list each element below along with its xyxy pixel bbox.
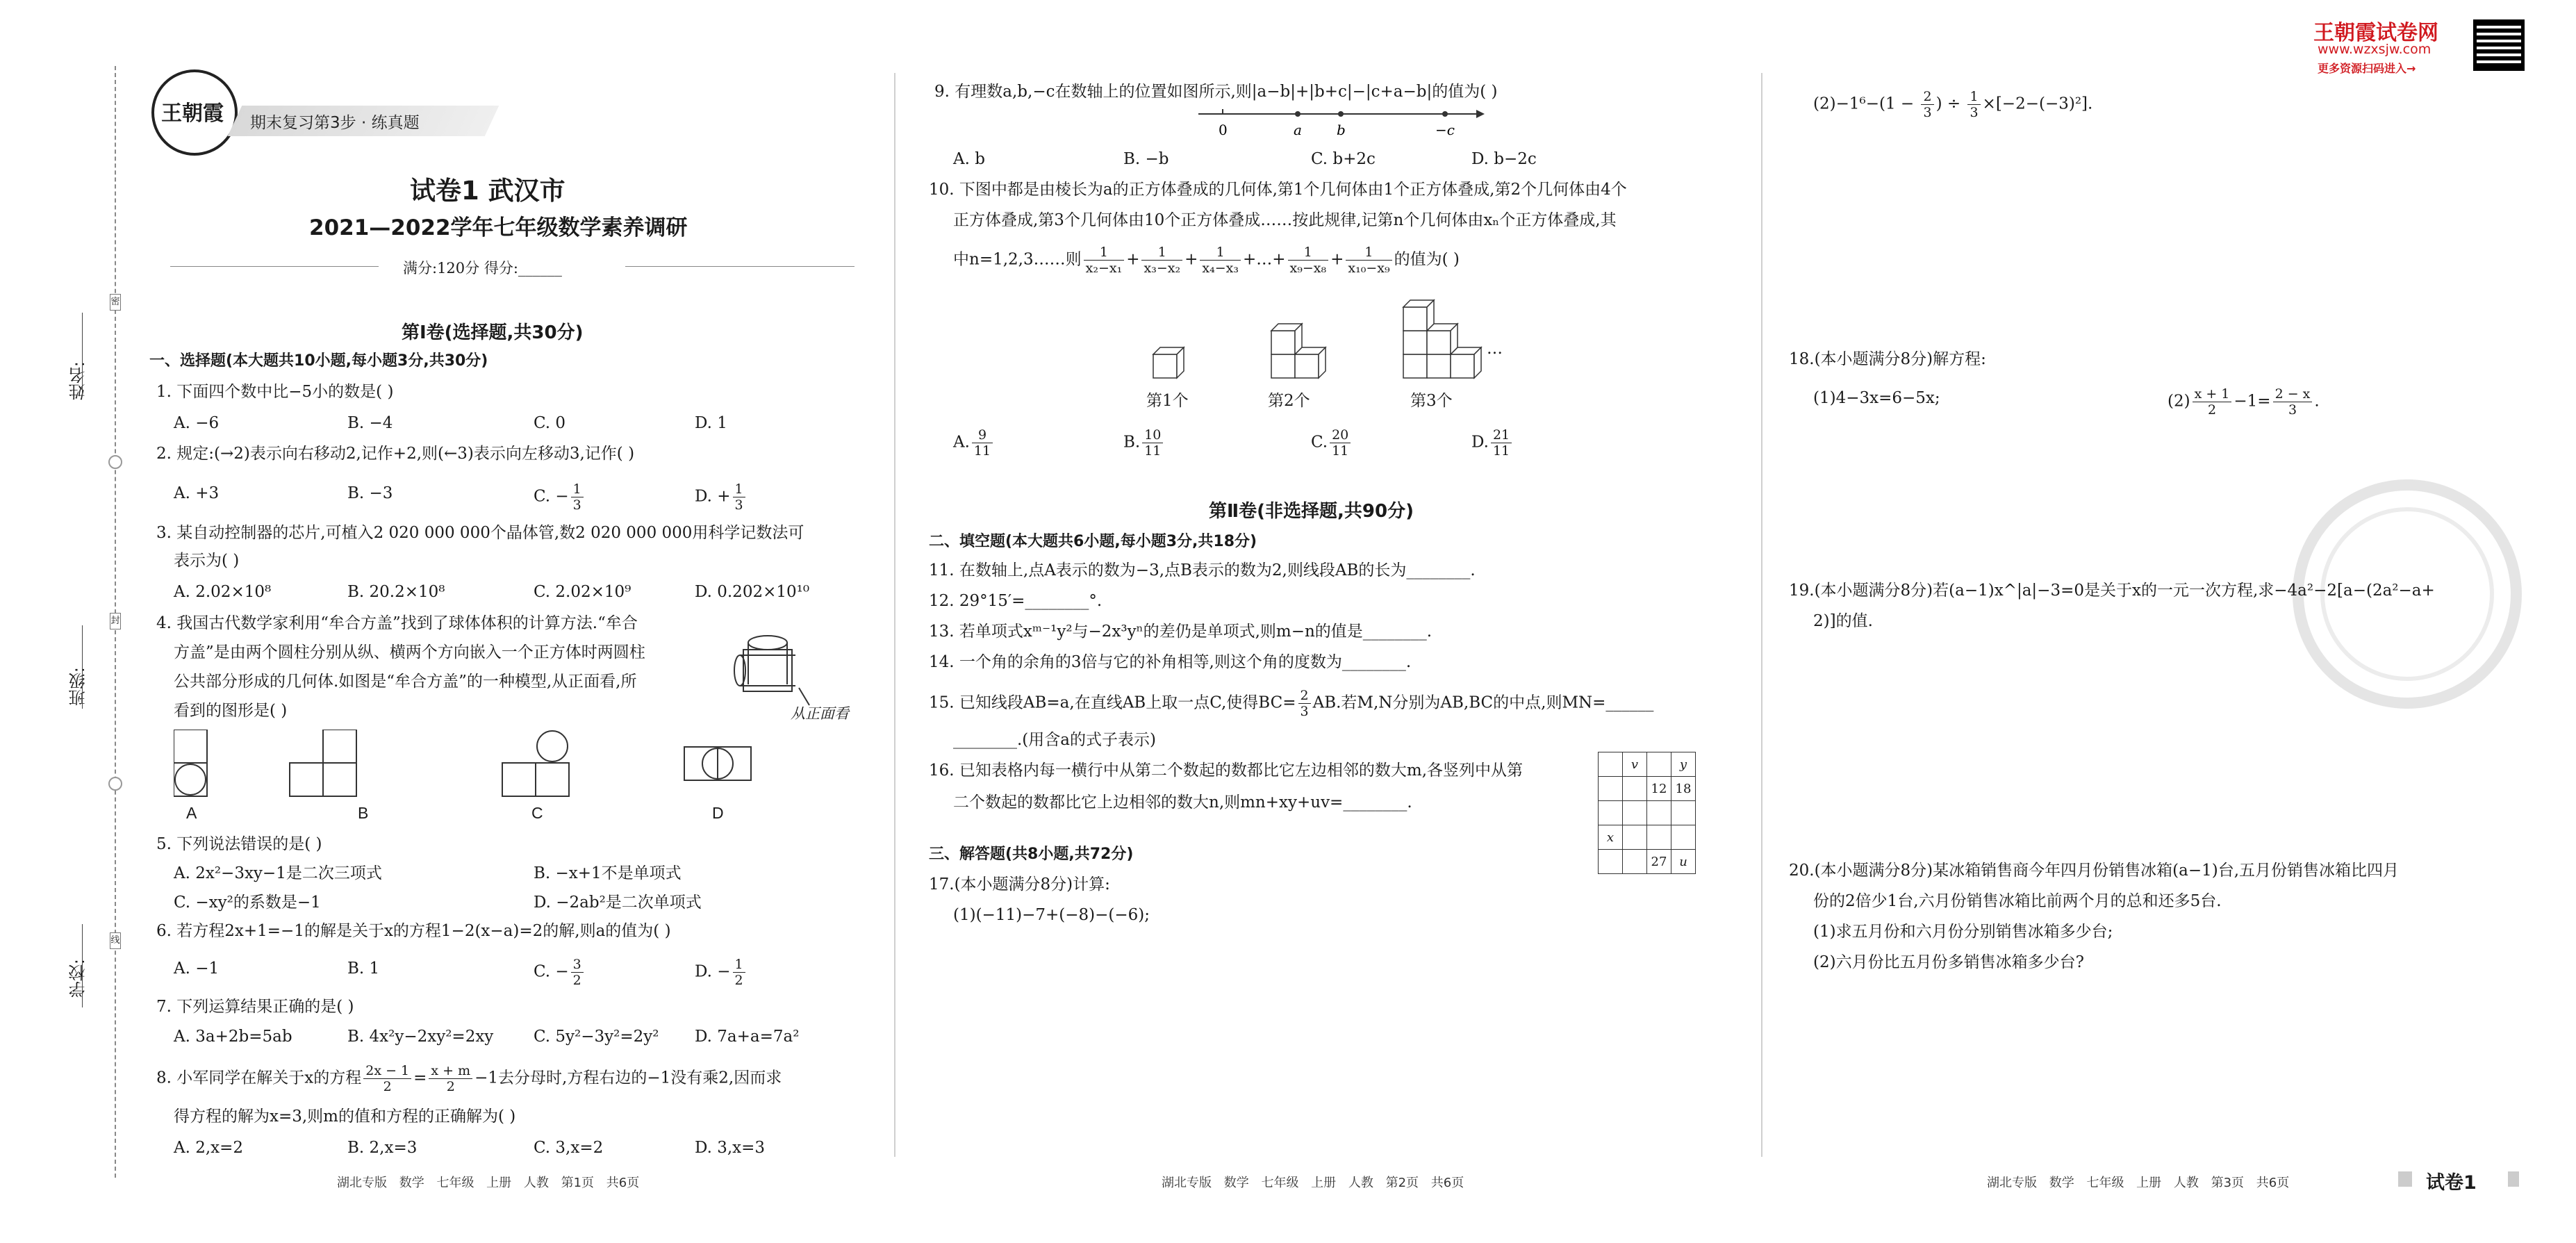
grid-cell (1647, 752, 1671, 777)
grid-cell: 18 (1671, 777, 1696, 801)
tag-decoration (2508, 1171, 2519, 1187)
q7-option-d: D. 7a+a=7a² (695, 1028, 800, 1046)
seal-char-3: 线 (110, 932, 121, 949)
q6-option-d: D. − $\frac{1}{2}$ (695, 957, 748, 988)
q20-line-2: 份的2倍少1台,六月份销售冰箱比前两个月的总和还多5台. (1813, 892, 2222, 910)
footer-page-1: 湖北专版 数学 七年级 上册 人教 第1页 共6页 (337, 1176, 640, 1190)
q17-part-2: (2)−1⁶−(1 − $\frac{2}{3}$ ) ÷ $\frac{1}{3}$ ×[−2−(−3)²]. (1813, 89, 2093, 120)
q4-caption: 从正面看 (791, 705, 849, 722)
q5-stem: 5. 下列说法错误的是( ) (156, 835, 322, 853)
q8-option-c: C. 3,x=2 (534, 1139, 604, 1157)
school-line (82, 924, 83, 1007)
footer-page-2: 湖北专版 数学 七年级 上册 人教 第2页 共6页 (1162, 1176, 1464, 1190)
q10-line-2: 正方体叠成,第3个几何体由10个正方体叠成……按此规律,记第n个几何体由xₙ个正方体叠成,其 (953, 211, 1617, 229)
q8-option-b: B. 2,x=3 (347, 1139, 418, 1157)
grid-cell (1599, 777, 1623, 801)
q4-stem-4: 看到的图形是( ) (174, 702, 288, 720)
q2-option-b: B. −3 (347, 484, 393, 502)
grid-cell (1671, 825, 1696, 850)
q16-number-grid (1598, 752, 1696, 874)
q10-line-1: 10. 下图中都是由棱长为a的正方体叠成的几何体,第1个几何体由1个正方体叠成,第2个几何体由4个 (929, 181, 1627, 199)
q12: 12. 29°15′=________°. (929, 592, 1103, 610)
tag-decoration (2398, 1171, 2412, 1187)
q10-ellipsis: … (1487, 340, 1503, 358)
grid-cell (1623, 850, 1647, 874)
q7-option-b: B. 4x²y−2xy²=2xy (347, 1028, 494, 1046)
q6-stem: 6. 若方程2x+1=−1的解是关于x的方程1−2(x−a)=2的解,则a的值为( ) (156, 922, 671, 940)
q2-stem: 2. 规定:(→2)表示向右移动2,记作+2,则(←3)表示向左移动3,记作( ) (156, 445, 635, 463)
q20-part-1: (1)求五月份和六月份分别销售冰箱多少台; (1813, 923, 2113, 941)
part2-title: 第Ⅱ卷(非选择题,共90分) (1209, 501, 1414, 522)
q5-option-b: B. −x+1不是单项式 (534, 864, 682, 882)
q15: 15. 已知线段AB=a,在直线AB上取一点C,使得BC= $\frac{2}{3}$ AB.若M,N分别为AB,BC的中点,则MN=______ (929, 688, 1654, 719)
q8-stem-2: 得方程的解为x=3,则m的值和方程的正确解为( ) (174, 1108, 516, 1126)
grid-cell: 27 (1647, 850, 1671, 874)
q15-line-2: ________.(用含a的式子表示) (953, 731, 1156, 749)
q7-option-c: C. 5y²−3y²=2y² (534, 1028, 659, 1046)
q1-option-a: A. −6 (174, 414, 220, 432)
q19-line-1: 19.(本小题满分8分)若(a−1)x^|a|−3=0是关于x的一元一次方程,求−4a²−2[a−(2a²−a+ (1789, 582, 2435, 600)
logo-badge (151, 69, 238, 156)
seal-char-1: 密 (110, 294, 121, 311)
q1-option-c: C. 0 (534, 414, 566, 432)
grid-cell: y (1671, 752, 1696, 777)
binding-hole (108, 777, 122, 791)
q19-line-2: 2)]的值. (1813, 612, 1873, 630)
paper-tag: 试卷1 (2426, 1172, 2477, 1194)
part1-title: 第Ⅰ卷(选择题,共30分) (402, 322, 584, 343)
section-2-title: 二、填空题(本大题共6小题,每小题3分,共18分) (929, 533, 1257, 550)
q3-option-d: D. 0.202×10¹⁰ (695, 583, 810, 601)
q20-part-2: (2)六月份比五月份多销售冰箱多少台? (1813, 953, 2084, 971)
seal-char-2: 封 (110, 613, 121, 629)
grid-cell (1623, 801, 1647, 825)
q4-option-figures (174, 730, 868, 806)
qr-code[interactable] (2473, 19, 2525, 71)
score-line: 满分:120分 得分:______ (403, 260, 562, 277)
q4-option-c: C (531, 804, 543, 822)
q10-caption-3: 第3个 (1410, 392, 1453, 410)
q3-option-b: B. 20.2×10⁸ (347, 583, 445, 601)
q9-option-c: C. b+2c (1311, 150, 1376, 168)
q1-stem: 1. 下面四个数中比−5小的数是( ) (156, 383, 394, 401)
q9-stem: 9. 有理数a,b,−c在数轴上的位置如图所示,则|a−b|+|b+c|−|c+a−b|的值为( ) (934, 83, 1498, 101)
q8-stem: 8. 小军同学在解关于x的方程 $\frac{2x - 1}{2}$ = $\frac{x + m}{2}$ −1去分母时,方程右边的−1没有乘2,因而求 (156, 1063, 782, 1094)
class-label: 班级: (69, 667, 88, 707)
axis-label-a: a (1294, 122, 1302, 138)
grid-cell (1599, 752, 1623, 777)
footer-page-3: 湖北专版 数学 七年级 上册 人教 第3页 共6页 (1987, 1176, 2290, 1190)
grid-cell (1599, 850, 1623, 874)
q9-option-b: B. −b (1123, 150, 1169, 168)
q10-line-3: 中n=1,2,3……则 $\frac{1}{\text{x₂−x₁}}$ + $\frac{1}{\text{x₃−x₂}}$ + $\frac{1}{\text{x₄−x₃}}$ +…+ $\frac{1}{\text{x₉−x₈}}$ + $\frac{1}{\text{x₁₀−x₉}}$ 的值为( ) (953, 245, 1460, 276)
grid-cell: x (1599, 825, 1623, 850)
q9-option-d: D. b−2c (1471, 150, 1537, 168)
name-line (82, 313, 83, 396)
axis-label-0: 0 (1219, 122, 1228, 138)
brand-url[interactable]: www.wzxsjw.com (2318, 42, 2431, 57)
q4-stem-3: 公共部分形成的几何体.如图是“牟合方盖”的一种模型,从正面看,所 (174, 673, 637, 691)
q2-option-d: D. + $\frac{1}{3}$ (695, 481, 748, 513)
q1-option-b: B. −4 (347, 414, 393, 432)
q9-option-a: A. b (953, 150, 985, 168)
divider (170, 266, 379, 267)
q7-option-a: A. 3a+2b=5ab (174, 1028, 292, 1046)
section-3-title: 三、解答题(共8小题,共72分) (929, 846, 1134, 863)
column-divider (1761, 73, 1762, 1157)
q3-option-c: C. 2.02×10⁹ (534, 583, 631, 601)
binding-hole (108, 455, 122, 469)
grid-cell (1647, 825, 1671, 850)
q8-option-a: A. 2,x=2 (174, 1139, 244, 1157)
q10-option-c: C. $\frac{20}{11}$ (1311, 427, 1353, 459)
q10-caption-2: 第2个 (1268, 392, 1310, 410)
grid-cell (1623, 825, 1647, 850)
q2-option-c: C. − $\frac{1}{3}$ (534, 481, 586, 513)
q16-line-1: 16. 已知表格内每一横行中从第二个数起的数都比它左边相邻的数大m,各竖列中从第 (929, 762, 1524, 780)
q18-part-2: (2) $\frac{x + 1}{2}$ −1= $\frac{2 - x}{3}$ . (2168, 386, 2320, 418)
q6-option-c: C. − $\frac{3}{2}$ (534, 957, 586, 988)
exam-title: 试卷1 武汉市 (410, 176, 565, 206)
exam-subtitle: 2021—2022学年七年级数学素养调研 (309, 215, 688, 240)
q18-stem: 18.(本小题满分8分)解方程: (1789, 350, 1986, 368)
q3-option-a: A. 2.02×10⁸ (174, 583, 272, 601)
q14: 14. 一个角的余角的3倍与它的补角相等,则这个角的度数为________. (929, 653, 1412, 671)
q10-option-d: D. $\frac{21}{11}$ (1471, 427, 1514, 459)
section-1-title: 一、选择题(本大题共10小题,每小题3分,共30分) (149, 352, 488, 370)
grid-cell (1599, 801, 1623, 825)
divider (625, 266, 854, 267)
logo-text: 王朝霞 (161, 101, 224, 126)
q10-caption-1: 第1个 (1146, 392, 1189, 410)
grid-cell (1623, 777, 1647, 801)
axis-label-neg-c: −c (1435, 122, 1455, 138)
q10-cube-figures (1139, 288, 1528, 386)
q5-option-c: C. −xy²的系数是−1 (174, 894, 321, 912)
grid-cell (1647, 801, 1671, 825)
q16-line-2: 二个数起的数都比它上边相邻的数大n,则mn+xy+uv=________. (953, 793, 1412, 812)
q17-stem: 17.(本小题满分8分)计算: (929, 875, 1110, 894)
class-line (82, 625, 83, 709)
q3-stem: 3. 某自动控制器的芯片,可植入2 020 000 000个晶体管,数2 020 000 000用科学记数法可 (156, 524, 804, 542)
q6-option-b: B. 1 (347, 960, 380, 978)
q10-option-b: B. $\frac{10}{11}$ (1123, 427, 1165, 459)
q5-option-a: A. 2x²−3xy−1是二次三项式 (174, 864, 382, 882)
q7-stem: 7. 下列运算结果正确的是( ) (156, 998, 354, 1016)
q4-option-b: B (358, 804, 369, 822)
brand-tagline: 更多资源扫码进入→ (2318, 62, 2416, 75)
axis-label-b: b (1337, 122, 1346, 138)
q4-stem-2: 方盖”是由两个圆柱分别从纵、横两个方向嵌入一个正方体时两圆柱 (174, 643, 645, 661)
q9-number-line (1195, 106, 1487, 140)
q2-option-a: A. +3 (174, 484, 220, 502)
q3-stem-2: 表示为( ) (174, 552, 240, 570)
grid-cell (1671, 801, 1696, 825)
q4-option-a: A (186, 804, 197, 822)
q11: 11. 在数轴上,点A表示的数为−3,点B表示的数为2,则线段AB的长为________. (929, 561, 1476, 579)
q8-option-d: D. 3,x=3 (695, 1139, 766, 1157)
q18-part-1: (1)4−3x=6−5x; (1813, 389, 1940, 407)
q10-option-a: A. $\frac{9}{11}$ (953, 427, 995, 459)
q4-option-d: D (712, 804, 724, 822)
q6-option-a: A. −1 (174, 960, 220, 978)
q5-option-d: D. −2ab²是二次单项式 (534, 894, 702, 912)
q4-stem: 4. 我国古代数学家利用“牟合方盖”找到了球体体积的计算方法.“牟合 (156, 614, 638, 632)
q13: 13. 若单项式xᵐ⁻¹y²与−2x³yⁿ的差仍是单项式,则m−n的值是________. (929, 623, 1433, 641)
column-divider (894, 73, 895, 1157)
grid-cell: v (1623, 752, 1647, 777)
q17-part-1: (1)(−11)−7+(−8)−(−6); (953, 906, 1150, 924)
grid-cell: 12 (1647, 777, 1671, 801)
q20-line-1: 20.(本小题满分8分)某冰箱销售商今年四月份销售冰箱(a−1)台,五月份销售冰箱比四月 (1789, 862, 2400, 880)
name-label: 姓名: (69, 361, 88, 401)
banner-text: 期末复习第3步 · 练真题 (250, 114, 420, 132)
school-label: 学校: (69, 959, 88, 998)
brand-site-name[interactable]: 王朝霞试卷网 (2313, 21, 2438, 45)
q1-option-d: D. 1 (695, 414, 727, 432)
grid-cell: u (1671, 850, 1696, 874)
